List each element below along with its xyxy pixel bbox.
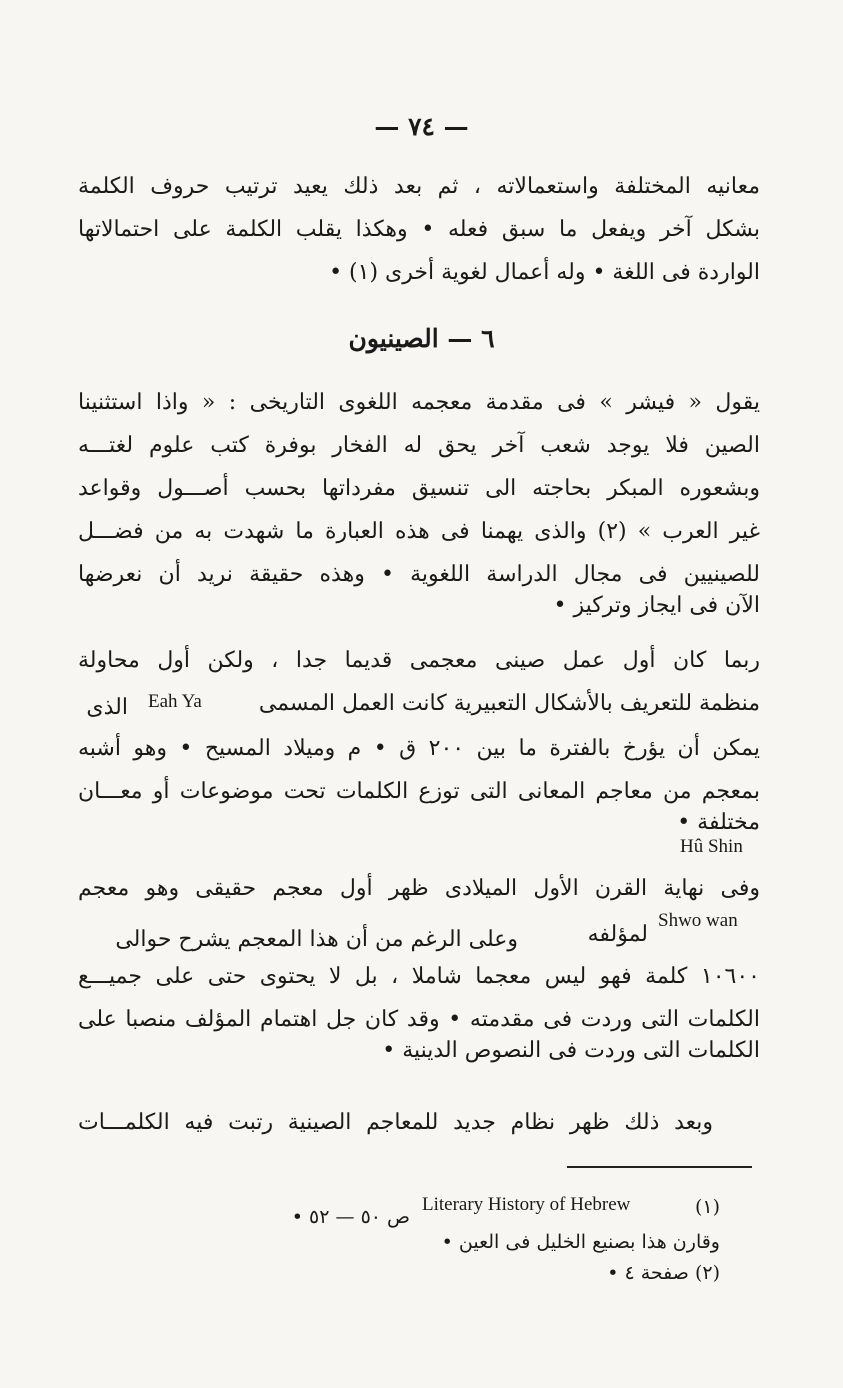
latin-term: Shwo wan: [658, 910, 738, 931]
footnote-divider: [567, 1166, 752, 1168]
footnote-text: (٢) صفحة ٤ •: [607, 1262, 720, 1284]
paragraph-line: الذى: [86, 695, 128, 720]
paragraph-line: بشكل آخر ويفعل ما سبق فعله • وهكذا يقلب الكلمة على احتمالاتها: [78, 217, 760, 242]
footnote-title: Literary History of Hebrew: [422, 1194, 631, 1215]
latin-term: Hû Shin: [680, 836, 743, 857]
paragraph-line: للصينيين فى مجال الدراسة اللغوية • وهذه حقيقة نريد أن نعرضها: [78, 562, 760, 587]
paragraph-line: منظمة للتعريف بالأشكال التعبيرية كانت العمل المسمى: [258, 691, 760, 716]
footnote-text: وقارن هذا بصنيع الخليل فى العين •: [441, 1231, 720, 1253]
page-number: — ٧٤ —: [374, 112, 469, 141]
paragraph-line: ربما كان أول عمل صينى معجمى قديما جدا ، ولكن أول محاولة: [78, 648, 760, 673]
paragraph-line: بمعجم من معاجم المعانى التى توزع الكلمات تحت موضوعات أو معـــان: [78, 779, 760, 804]
paragraph-line: الكلمات التى وردت فى مقدمته • وقد كان جل اهتمام المؤلف منصبا على: [78, 1007, 760, 1032]
paragraph-line: وبشعوره المبكر بحاجته الى تنسيق مفرداتها بحسب أصـــول وقواعد: [78, 476, 760, 501]
paragraph-line: الكلمات التى وردت فى النصوص الدينية •: [382, 1038, 760, 1063]
footnote-marker: (١): [694, 1196, 720, 1218]
paragraph-line: الآن فى ايجاز وتركيز •: [553, 593, 760, 618]
paragraph-line: غير العرب » (٢) والذى يهمنا فى هذه العبارة ما شهدت به من فضـــل: [78, 519, 760, 544]
paragraph-line: ١٠٦٠٠ كلمة فهو ليس معجما شاملا ، بل لا يحتوى حتى على جميـــع: [78, 964, 760, 989]
section-heading: ٦ — الصينيون: [348, 324, 495, 353]
paragraph-line: يمكن أن يؤرخ بالفترة ما بين ٢٠٠ ق • م وميلاد المسيح • وهو أشبه: [78, 736, 760, 761]
paragraph-line: وفى نهاية القرن الأول الميلادى ظهر أول معجم حقيقى وهو معجم: [78, 876, 761, 901]
paragraph-line: معانيه المختلفة واستعمالاته ، ثم بعد ذلك يعيد ترتيب حروف الكلمة: [78, 174, 760, 199]
paragraph-line: مختلفة •: [677, 810, 760, 835]
paragraph-line: وعلى الرغم من أن هذا المعجم يشرح حوالى: [115, 927, 518, 952]
paragraph-line: لمؤلفه: [587, 922, 648, 947]
paragraph-line: الواردة فى اللغة • وله أعمال لغوية أخرى (١) •: [329, 260, 760, 285]
paragraph-line: وبعد ذلك ظهر نظام جديد للمعاجم الصينية رتبت فيه الكلمـــات: [78, 1110, 713, 1135]
footnote-pages: ص ٥٠ — ٥٢ •: [291, 1206, 410, 1228]
paragraph-line: الصين فلا يوجد شعب آخر يحق له الفخار بوفرة كتب علوم لغتـــه: [78, 433, 760, 458]
latin-term: Eah Ya: [148, 691, 202, 712]
paragraph-line: يقول « فيشر » فى مقدمة معجمه اللغوى التاريخى : « واذا استثنينا: [78, 390, 760, 415]
